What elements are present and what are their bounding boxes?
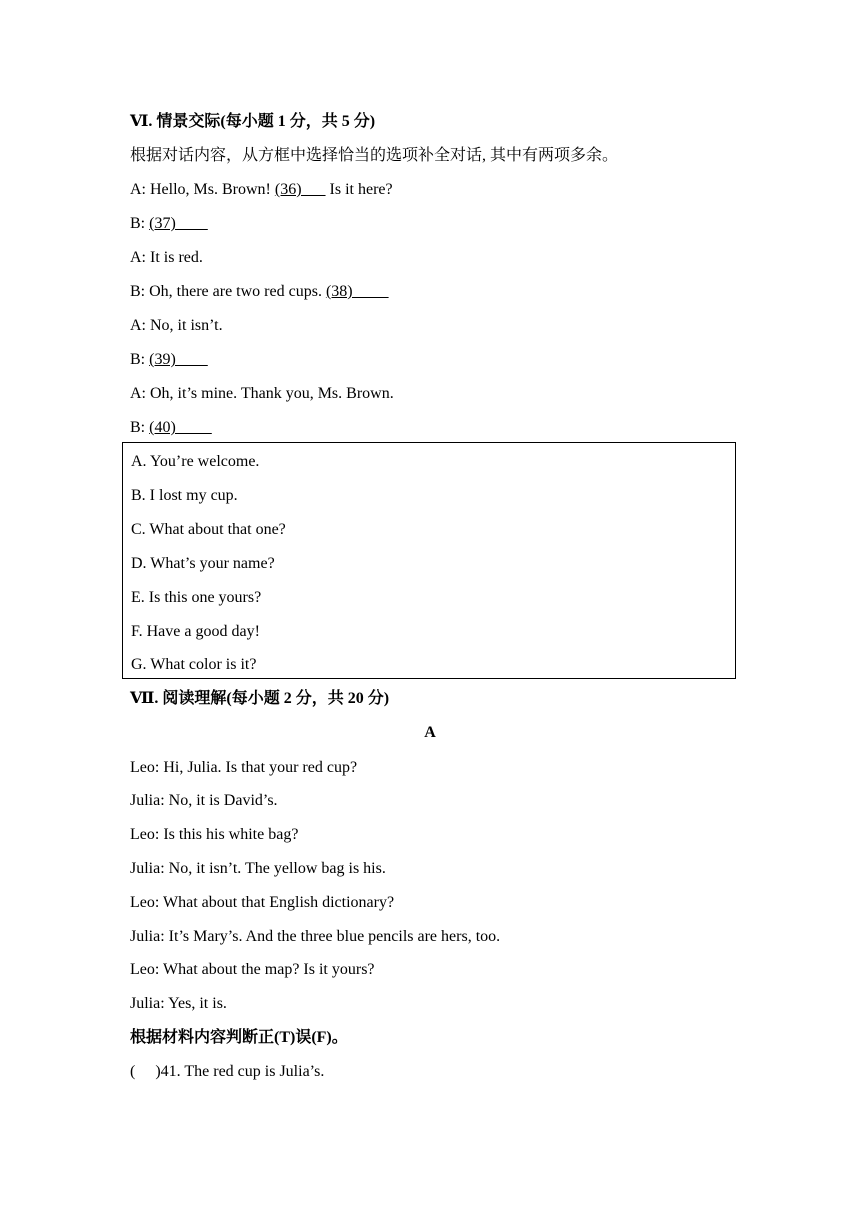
dialogue-line-36 [130,180,393,200]
blank-39[interactable]: (39) [149,351,208,368]
line-text: B: [130,419,150,436]
blank-37[interactable]: (37) [149,215,208,232]
option-b: B. I lost my cup. [131,487,238,504]
passage-line: Julia: It’s Mary’s. And the three blue pencils are hers, too. [130,928,501,945]
option-f: F. Have a good day! [131,623,260,640]
task-instruction: 根据材料内容判断正(T)误(F)。 [130,1029,348,1046]
blank-40[interactable]: (40) [149,419,212,436]
dialogue-line-39 [130,350,208,370]
dialogue-line: A: It is red. [130,249,203,266]
dialogue-line: A: No, it isn’t. [130,317,223,334]
passage-line: Julia: Yes, it is. [130,995,227,1012]
line-text: B: [130,351,150,368]
line-text: B: [130,215,150,232]
passage-line: Leo: What about the map? Is it yours? [130,961,375,978]
passage-line: Leo: Is this his white bag? [130,826,299,843]
section6-title: Ⅵ. 情景交际(每小题 1 分，共 5 分) [130,113,376,130]
dialogue-line: A: Oh, it’s mine. Thank you, Ms. Brown. [130,385,394,402]
passage-label: A [424,724,436,741]
section6-instruction: 根据对话内容，从方框中选择恰当的选项补全对话, 其中有两项多余。 [130,147,619,164]
line-text: A: Hello, Ms. Brown! [130,181,275,198]
dialogue-line-37 [130,214,208,234]
question-41[interactable]: ( )41. The red cup is Julia’s. [130,1063,325,1080]
passage-line: Julia: No, it is David’s. [130,792,278,809]
passage-line: Leo: Hi, Julia. Is that your red cup? [130,759,358,776]
option-d: D. What’s your name? [131,555,275,572]
option-e: E. Is this one yours? [131,589,262,606]
passage-line: Julia: No, it isn’t. The yellow bag is his. [130,860,386,877]
line-text: Is it here? [325,181,393,198]
blank-36[interactable]: (36) [274,181,326,198]
section7-title: Ⅶ. 阅读理解(每小题 2 分，共 20 分) [130,690,390,707]
option-a: A. You’re welcome. [131,453,260,470]
passage-line: Leo: What about that English dictionary? [130,894,395,911]
line-text: B: Oh, there are two red cups. [130,283,326,300]
option-g: G. What color is it? [131,656,257,673]
option-c: C. What about that one? [131,521,286,538]
dialogue-line-40 [130,418,212,438]
blank-38[interactable]: (38) [325,283,389,300]
options-box [122,442,736,679]
dialogue-line-38 [130,282,389,302]
